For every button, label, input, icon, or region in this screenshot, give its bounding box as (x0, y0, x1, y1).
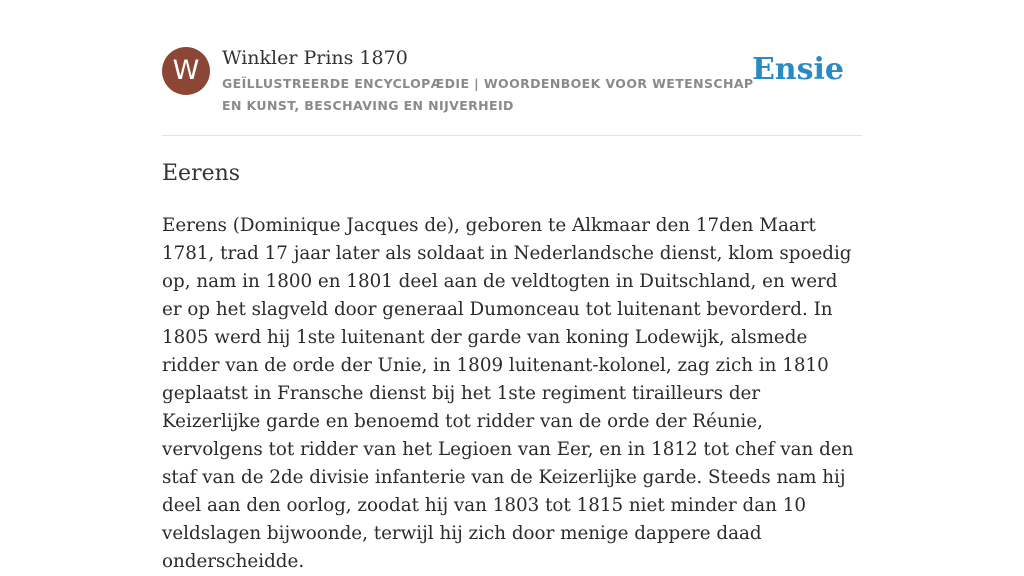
ensie-logo-link[interactable]: Ensie (751, 52, 844, 87)
entry-body: Eerens (Dominique Jacques de), geboren te Alkmaar den 17den Maart 1781, trad 17 jaar later als soldaat in Nederlandsche dienst, klom spoedig op, nam in 1800 en 1801 deel aan de veldtogten in Duitschland, en werd er op het slagveld door generaal Dumonceau tot luitenant bevorderd. In 1805 werd hij 1ste luitenant der garde van koning Lodewijk, alsmede ridder van de orde der Unie, in 1809 luitenant-kolonel, zag zich in 1810 geplaatst in Fransche dienst bij het 1ste regiment tirailleurs der Keizerlijke garde en benoemd tot ridder van de orde der Réunie, vervolgens tot ridder van het Legioen van Eer, en in 1812 tot chef van den staf van de 2de divisie infanterie van de Keizerlijke garde. Steeds nam hij deel aan den oorlog, zoodat hij van 1803 tot 1815 niet minder dan 10 veldslagen bijwoonde, terwijl hij zich door menige dappere daad onderscheidde. (162, 215, 854, 572)
avatar[interactable]: W (162, 47, 210, 95)
header-divider (162, 135, 862, 136)
book-title-block (222, 44, 762, 117)
book-title-link[interactable]: Winkler Prins 1870 (222, 47, 408, 69)
header (162, 44, 862, 120)
book-subtitle: GEÏLLUSTREERDE ENCYCLOPÆDIE | WOORDENBOEK VOOR WETENSCHAP EN KUNST, BESCHAVING EN NIJVERHEID (222, 76, 754, 113)
entry-title: Eerens (162, 161, 241, 186)
